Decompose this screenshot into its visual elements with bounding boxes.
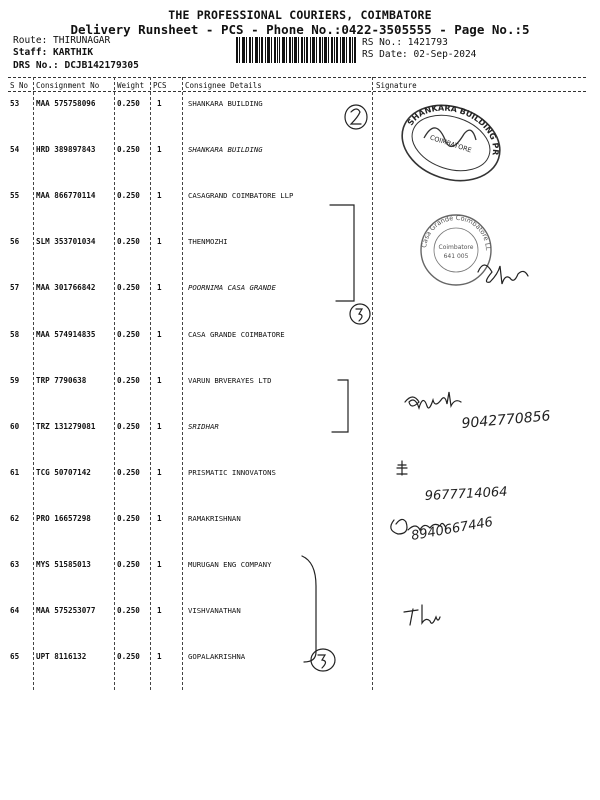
row-consignment-number: MAA 575758096 [36,99,96,108]
row-sno: 58 [10,329,20,339]
row-weight: 0.250 [117,652,140,662]
row-weight: 0.250 [117,329,140,339]
row-sno: 64 [10,606,20,616]
column-header-signature: Signature [376,81,417,90]
barcode [236,37,356,63]
row-weight: 0.250 [117,237,140,247]
row-pcs: 1 [157,283,162,293]
row-pcs: 1 [157,99,162,108]
row-weight: 0.250 [117,467,140,477]
route-label: Route: THIRUNAGAR [13,35,111,46]
row-sno: 60 [10,421,20,431]
row-sno: 59 [10,375,20,385]
shankara-stamp-text: SHANKARA BUILDING PRODUCTS [405,103,501,156]
shankara-company-stamp [396,98,506,188]
row-pcs: 1 [157,329,162,339]
row-consignee: VARUN BRVERAYES LTD [188,375,272,385]
casagrande-stamp-text: Casa Grande Coimbatore LL [420,213,493,251]
row-consignment-number: MAA 574914835 [36,329,96,339]
column-header-weight: Weight [117,81,145,90]
row-consignment-number: TRP 7790638 [36,375,87,385]
column-divider [33,77,34,690]
row-consignee: GOPALAKRISHNA [188,652,246,662]
column-header-pcs: PCS [153,81,167,90]
row-consignee: RAMAKRISHNAN [188,513,241,523]
row-weight: 0.250 [117,99,140,108]
casagrande-stamp-city: Coimbatore [438,244,474,251]
row-consignment-number: MAA 575253077 [36,606,96,616]
handwritten-phone-61: 9677714064 [424,484,508,504]
row-weight: 0.250 [117,283,140,293]
column-header-consignment: Consignment No [36,81,100,90]
row-sno: 54 [10,145,20,155]
column-header-sno: S No [10,81,29,90]
row-sno: 63 [10,560,20,569]
row-consignee: PRISMATIC INNOVATONS [188,467,276,477]
row-consignment-number: UPT 8116132 [36,652,87,662]
row-consignment-number: SLM 353701034 [36,237,96,247]
handwritten-phone-60: 9042770856 [460,408,552,432]
row-consignment-number: TRZ 131279081 [36,421,96,431]
row-consignee: SHANKARA BUILDING [188,145,263,155]
column-header-consignee: Consignee Details [185,81,262,90]
row-pcs: 1 [157,606,162,616]
row-consignment-number: MYS 51585013 [36,560,91,569]
row-pcs: 1 [157,513,162,523]
row-pcs: 1 [157,467,162,477]
rs-number: RS No.: 1421793 [362,37,448,48]
row-consignment-number: MAA 301766842 [36,283,96,293]
row-weight: 0.250 [117,375,140,385]
row-weight: 0.250 [117,191,140,201]
column-divider [372,77,373,690]
row-sno: 65 [10,652,20,662]
document-title: THE PROFESSIONAL COURIERS, COIMBATORE [168,8,432,22]
row-consignee: MURUGAN ENG COMPANY [188,560,272,569]
casagrande-company-stamp [418,212,494,288]
row-consignment-number: TCG 50707142 [36,467,91,477]
row-consignment-number: MAA 866770114 [36,191,96,201]
row-sno: 55 [10,191,20,201]
row-pcs: 1 [157,560,162,569]
column-divider [182,77,183,690]
rs-date: RS Date: 02-Sep-2024 [362,49,477,60]
row-consignee: POORNIMA CASA GRANDE [188,283,276,293]
row-consignee: SHANKARA BUILDING [188,99,263,108]
row-consignee: CASA GRANDE COIMBATORE [188,329,285,339]
row-consignment-number: HRD 389897843 [36,145,96,155]
row-weight: 0.250 [117,421,140,431]
staff-label: Staff: KARTHIK [13,47,94,58]
casagrande-stamp-pin: 641 005 [443,253,469,260]
row-pcs: 1 [157,145,162,155]
row-weight: 0.250 [117,145,140,155]
handwritten-phone-62: 8940667446 [410,514,495,544]
row-consignee: SRIDHAR [188,421,219,431]
row-sno: 61 [10,467,20,477]
row-sno: 57 [10,283,20,293]
row-consignee: CASAGRAND COIMBATORE LLP [188,191,294,201]
table-top-rule [8,77,586,78]
row-weight: 0.250 [117,513,140,523]
column-divider [150,77,151,690]
row-pcs: 1 [157,375,162,385]
row-consignee: THENMOZHI [188,237,228,247]
table-header-rule [8,91,586,92]
row-weight: 0.250 [117,606,140,616]
row-consignment-number: PRO 16657298 [36,513,91,523]
column-divider [114,77,115,690]
row-sno: 56 [10,237,20,247]
shankara-stamp-city: COIMBATORE [428,133,473,155]
row-sno: 53 [10,99,20,108]
row-consignee: VISHVANATHAN [188,606,241,616]
row-pcs: 1 [157,191,162,201]
row-pcs: 1 [157,421,162,431]
document-subtitle: Delivery Runsheet - PCS - Phone No.:0422-3505555 - Page No.:5 [70,22,530,37]
row-pcs: 1 [157,237,162,247]
drs-number: DRS No.: DCJB142179305 [13,60,139,71]
row-weight: 0.250 [117,560,140,569]
row-pcs: 1 [157,652,162,662]
row-sno: 62 [10,513,20,523]
